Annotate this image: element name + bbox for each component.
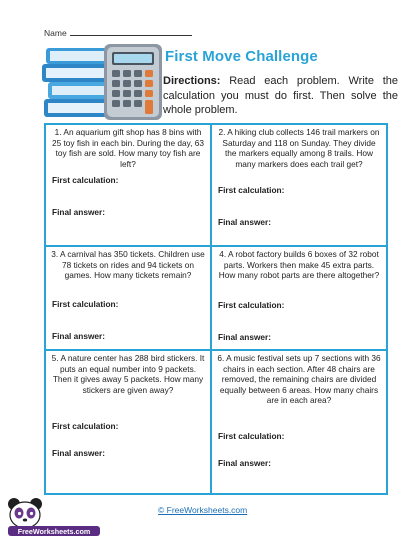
problem-card-4: [212, 247, 386, 349]
final-answer-label: Final answer:: [218, 217, 272, 227]
footer-link[interactable]: © FreeWorksheets.com: [158, 505, 248, 515]
first-calculation-label: First calculation:: [218, 185, 285, 195]
problem-card-2: [212, 125, 386, 245]
panda-logo: [6, 496, 102, 538]
problem-grid: [44, 123, 388, 495]
directions-label: Directions:: [163, 75, 221, 87]
final-answer-label: Final answer:: [52, 448, 106, 458]
first-calculation-label: First calculation:: [218, 300, 285, 310]
problem-card-3: [46, 247, 210, 349]
final-answer-label: Final answer:: [218, 332, 272, 342]
directions: [163, 74, 398, 118]
first-calculation-label: First calculation:: [52, 421, 119, 431]
name-field[interactable]: [44, 27, 192, 38]
first-calculation-label: First calculation:: [52, 175, 119, 185]
name-underline[interactable]: [70, 27, 192, 36]
problem-card-5: [46, 351, 210, 493]
directions-text: Read each problem. Write the calculation you must do first. Then solve the whole problem.: [163, 75, 398, 116]
problem-text: 2. A hiking club collects 146 trail markers on Saturday and 118 on Sunday. They divide the markers equally among 8 trails. How many markers does each trail get?: [218, 127, 380, 169]
name-label: Name: [44, 28, 67, 38]
problem-text: 4. A robot factory builds 6 boxes of 32 robot parts. Workers then make 45 extra parts. How many robot parts are there altogether?: [218, 249, 380, 281]
problem-text: 6. A music festival sets up 7 sections with 36 chairs in each section. After 48 chairs are removed, the remaining chairs are divided equally between 6 areas. How many chairs are in each area?: [217, 353, 381, 406]
final-answer-label: Final answer:: [218, 458, 272, 468]
first-calculation-label: First calculation:: [218, 431, 285, 441]
problem-text: 3. A carnival has 350 tickets. Children use 78 tickets on rides and 94 tickets on games. How many tickets remain?: [51, 249, 205, 281]
final-answer-label: Final answer:: [52, 207, 106, 217]
first-calculation-label: First calculation:: [52, 299, 119, 309]
final-answer-label: Final answer:: [52, 331, 106, 341]
problem-card-1: [46, 125, 210, 245]
problem-text: 5. A nature center has 288 bird stickers. It puts an equal number into 9 packets. Then it gives away 5 packets. How many stickers are given away?: [51, 353, 205, 395]
problem-card-6: [212, 351, 386, 493]
calculator-books-illustration: [40, 42, 165, 122]
problem-text: 1. An aquarium gift shop has 8 bins with 25 toy fish in each bin. During the day, 63 toy fish are sold. How many toy fish are left?: [51, 127, 205, 169]
page-title: First Move Challenge: [165, 48, 318, 65]
logo-text: FreeWorksheets.com: [17, 526, 91, 536]
